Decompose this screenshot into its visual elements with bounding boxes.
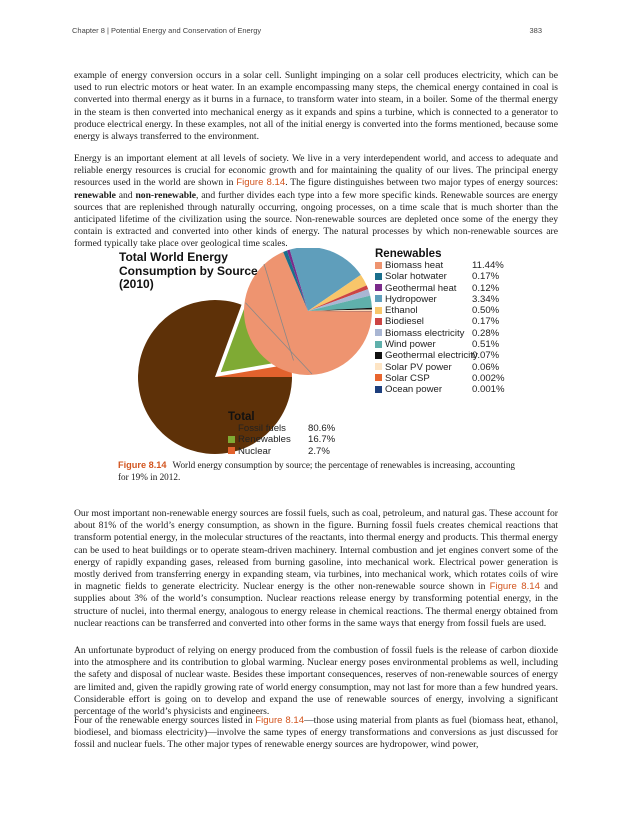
legend-value: 0.50% xyxy=(472,305,500,317)
legend-value: 2.7% xyxy=(308,445,330,457)
total-legend xyxy=(228,411,358,457)
renewables-legend-item xyxy=(375,271,555,282)
legend-value: 11.44% xyxy=(472,260,504,271)
legend-value: 0.12% xyxy=(472,282,500,294)
renewables-legend xyxy=(375,248,555,396)
figure-link[interactable]: Figure 8.14 xyxy=(255,715,305,726)
legend-swatch-icon xyxy=(375,318,382,325)
renewables-legend-item xyxy=(375,373,555,384)
figure-link[interactable]: Figure 8.14 xyxy=(489,581,540,593)
legend-value: 16.7% xyxy=(308,434,336,446)
renewables-legend-item xyxy=(375,339,555,350)
text-span: —those using material from plants as fuel (biomass heat, ethanol, biodiesel, and biomass electricity)—involve the same types of energy transformations and conversions as just discussed for fossil and nuclear fuels. The other major types of renewable energy sources are hydropower, wind power, xyxy=(74,715,559,751)
page-header xyxy=(72,26,558,38)
legend-swatch-icon xyxy=(375,284,382,291)
legend-label: Solar PV power xyxy=(385,361,452,373)
legend-swatch-icon xyxy=(375,329,382,336)
legend-swatch-icon xyxy=(375,273,382,280)
legend-label: Renewables xyxy=(238,434,291,446)
chart-title: Total World Energy Consumption by Source (2010) xyxy=(119,250,258,291)
legend-swatch-icon xyxy=(375,307,382,314)
legend-swatch-icon xyxy=(228,436,235,443)
legend-label: Wind power xyxy=(385,339,436,351)
text-span: Energy is an important element at all levels of society. We live in a very interdependent world, and access to adequate and reliable energy resources is crucial for economic growth and for maintaining the quality of our lives. The principal energy resources used in the world are shown in xyxy=(74,153,558,189)
renewables-legend-item xyxy=(375,328,555,339)
legend-swatch-icon xyxy=(228,425,235,432)
paragraph-byproduct: An unfortunate byproduct of relying on energy produced from the combustion of fossil fuels is the release of carbon dioxide into the atmosphere and its contribution to global warming. Nuclear energy poses environmental problems as well, including the safety and disposal of nuclear waste. Besides these important consequences, reserves of non-renewable sources of energy are limited and, given the rapidly growing rate of world energy consumption, may not last for more than a few hundred years. Considerable effort is going on to develop and expand the use of renewable sources of energy, involving a significant percentage of the world’s physicists and engineers. xyxy=(74,645,558,718)
legend-label: Biomass electricity xyxy=(385,327,465,339)
page-number: 383 xyxy=(529,26,542,35)
legend-swatch-icon xyxy=(375,262,382,269)
legend-swatch-icon xyxy=(375,386,382,393)
legend-swatch-icon xyxy=(228,447,235,454)
text-span: and xyxy=(115,189,136,201)
term-non-renewable: non-renewable xyxy=(135,189,197,201)
legend-swatch-icon xyxy=(375,374,382,381)
legend-label: Nuclear xyxy=(238,445,272,457)
renewables-legend-item xyxy=(375,384,555,395)
paragraph-energy-society xyxy=(74,153,558,251)
legend-value: 0.07% xyxy=(472,350,500,362)
legend-label: Hydropower xyxy=(385,293,437,305)
legend-swatch-icon xyxy=(375,363,382,370)
text-span: and supplies about 3% of the world’s consumption. Nuclear reactions release energy by transforming potential energy, in the structure of nuclei, into thermal energy, analogous to energy release in chemical reactions. The thermal energy obtained from nuclear reactions can be transferred and converted into other forms in the same ways that energy from fossil fuels are used. xyxy=(74,581,558,629)
total-legend-item xyxy=(228,423,358,434)
legend-title: Total xyxy=(228,411,255,423)
legend-value: 0.002% xyxy=(472,372,505,384)
renewables-legend-item xyxy=(375,316,555,327)
legend-label: Ethanol xyxy=(385,305,418,317)
paragraph-renewable-sources xyxy=(74,715,558,752)
legend-label: Geothermal heat xyxy=(385,282,457,294)
legend-swatch-icon xyxy=(375,295,382,302)
legend-label: Solar hotwater xyxy=(385,271,447,283)
chapter-title: Chapter 8 | Potential Energy and Conservation of Energy xyxy=(72,26,262,35)
legend-value: 0.17% xyxy=(472,316,500,328)
legend-value: 0.17% xyxy=(472,271,500,283)
legend-title: Renewables xyxy=(375,248,442,260)
legend-swatch-icon xyxy=(375,352,382,359)
legend-label: Ocean power xyxy=(385,384,443,396)
text-span: Four of the renewable energy sources listed in xyxy=(74,715,256,726)
renewables-legend-item xyxy=(375,350,555,361)
renewables-legend-item xyxy=(375,260,555,271)
legend-value: 3.34% xyxy=(472,293,500,305)
total-legend-item xyxy=(228,434,358,445)
figure-link[interactable]: Figure 8.14 xyxy=(236,177,286,189)
renewables-legend-item xyxy=(375,283,555,294)
figure-world-energy xyxy=(110,248,560,470)
legend-value: 0.001% xyxy=(472,384,505,396)
legend-value: 80.6% xyxy=(308,423,336,434)
paragraph-fossil-fuels xyxy=(74,508,558,630)
figure-caption xyxy=(118,460,518,483)
legend-value: 0.06% xyxy=(472,361,500,373)
figure-label: Figure 8.14 xyxy=(118,460,167,470)
text-span: , and further divides each type into a few more specific kinds. Renewable sources are energy sources that are replenished through naturally occurring, ongoing processes, on a time scale that is much shorter than the anticipated lifetime of the civilization using the source. Non-renewable sources are depleted once some of the energy they contain is extracted and converted into other kinds of energy. The natural processes by which non-renewable sources are formed typically take place over geological time scales. xyxy=(74,189,558,250)
legend-label: Biomass heat xyxy=(385,260,444,271)
paragraph-solar-cell: example of energy conversion occurs in a solar cell. Sunlight impinging on a solar cell produces electricity, which can be used to run electric motors or heat water. In an example encompassing many steps, the chemical energy contained in coal is converted into thermal energy as it burns in a furnace, to transform water into steam, in a boiler. Some of the thermal energy in the steam is then converted into mechanical energy as it expands and spins a turbine, which is connected to a generator to produce electrical energy. In these examples, not all of the initial energy is converted into the forms mentioned, because some energy is always transferred to the environment. xyxy=(74,70,558,143)
legend-value: 0.28% xyxy=(472,327,500,339)
legend-label: Geothermal electricity xyxy=(385,350,478,362)
text-span: Our most important non-renewable energy sources are fossil fuels, such as coal, petroleum, and natural gas. These account for about 81% of the world’s energy consumption, as shown in the figure. Burning fossil fuels creates chemical reactions that transform potential energy, in the molecular structures of the reactants, into thermal energy and products. This thermal energy can be used to heat buildings or to operate steam-driven machinery. Internal combustion and jet engines convert some of the energy of rapidly expanding gases, released from burning gasoline, into mechanical work. Electrical power generation is mostly derived from transferring energy in expanding steam, via turbines, into mechanical work, which rotates coils of wire in magnetic fields to generate electricity. Nuclear energy is the other non-renewable source shown in xyxy=(74,508,558,593)
legend-value: 0.51% xyxy=(472,339,500,351)
renewables-legend-item xyxy=(375,362,555,373)
legend-label: Solar CSP xyxy=(385,372,430,384)
text-span: . The figure distinguishes between two major types of energy sources: xyxy=(285,177,559,189)
caption-text: World energy consumption by source; the percentage of renewables is increasing, accounting for 19% in 2012. xyxy=(118,460,515,482)
legend-swatch-icon xyxy=(375,341,382,348)
legend-label: Fossil fuels xyxy=(238,423,286,434)
total-legend-item xyxy=(228,446,358,457)
term-renewable: renewable xyxy=(74,189,116,201)
renewables-legend-item xyxy=(375,305,555,316)
renewables-legend-item xyxy=(375,294,555,305)
legend-label: Biodiesel xyxy=(385,316,424,328)
